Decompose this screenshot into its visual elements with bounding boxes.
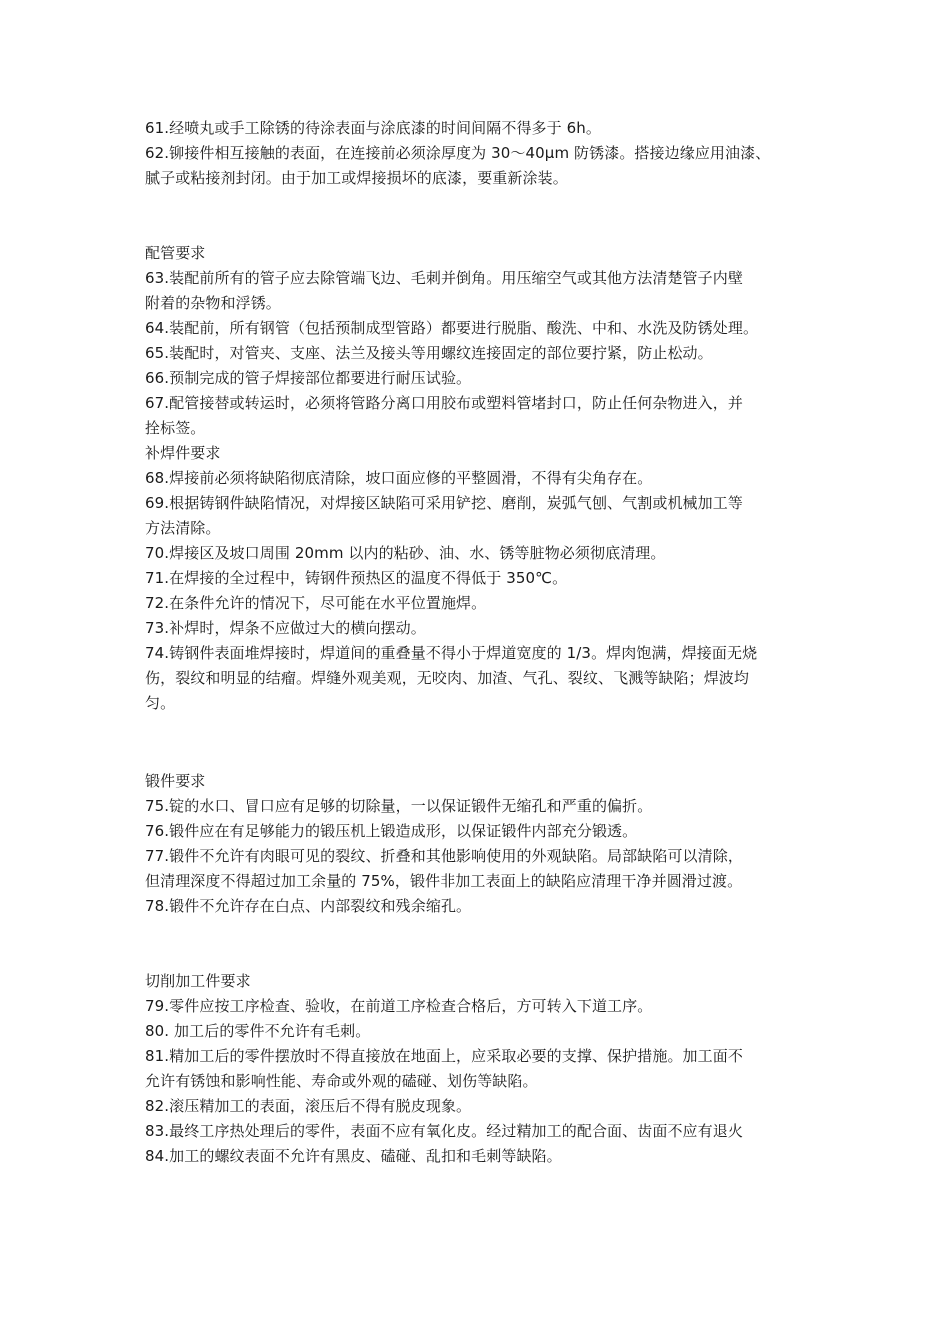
text-line: 66.预制完成的管子焊接部位都要进行耐压试验。 bbox=[145, 369, 472, 387]
text-line: 72.在条件允许的情况下，尽可能在水平位置施焊。 bbox=[145, 594, 487, 612]
text-line: 方法清除。 bbox=[145, 519, 221, 537]
text-line: 63.装配前所有的管子应去除管端飞边、毛刺并倒角。用压缩空气或其他方法清楚管子内壁 bbox=[145, 269, 743, 287]
text-line: 71.在焊接的全过程中，铸钢件预热区的温度不得低于 350℃。 bbox=[145, 569, 568, 587]
text-line: 67.配管接替或转运时，必须将管路分离口用胶布或塑料管堵封口，防止任何杂物进入，并 bbox=[145, 394, 743, 412]
text-line: 61.经喷丸或手工除锈的待涂表面与涂底漆的时间间隔不得多于 6h。 bbox=[145, 119, 601, 137]
document-page bbox=[145, 116, 815, 1169]
section-heading-repair-welding: 补焊件要求 bbox=[145, 444, 221, 462]
text-line: 68.焊接前必须将缺陷彻底清除，坡口面应修的平整圆滑，不得有尖角存在。 bbox=[145, 469, 653, 487]
text-line: 拴标签。 bbox=[145, 419, 206, 437]
text-line: 73.补焊时，焊条不应做过大的横向摆动。 bbox=[145, 619, 426, 637]
section-heading-machined-parts: 切削加工件要求 bbox=[145, 972, 251, 990]
text-line: 83.最终工序热处理后的零件，表面不应有氧化皮。经过精加工的配合面、齿面不应有退火 bbox=[145, 1122, 743, 1140]
text-line: 77.锻件不允许有肉眼可见的裂纹、折叠和其他影响使用的外观缺陷。局部缺陷可以清除， bbox=[145, 847, 743, 865]
text-line: 76.锻件应在有足够能力的锻压机上锻造成形，以保证锻件内部充分锻透。 bbox=[145, 822, 638, 840]
text-line: 腻子或粘接剂封闭。由于加工或焊接损坏的底漆，要重新涂装。 bbox=[145, 169, 568, 187]
text-line: 78.锻件不允许存在白点、内部裂纹和残余缩孔。 bbox=[145, 897, 472, 915]
text-line: 64.装配前，所有钢管（包括预制成型管路）都要进行脱脂、酸洗、中和、水洗及防锈处理。 bbox=[145, 319, 759, 337]
text-line: 81.精加工后的零件摆放时不得直接放在地面上，应采取必要的支撑、保护措施。加工面不 bbox=[145, 1047, 743, 1065]
text-line: 但清理深度不得超过加工余量的 75%，锻件非加工表面上的缺陷应清理干净并圆滑过渡。 bbox=[145, 872, 743, 890]
text-line: 69.根据铸钢件缺陷情况，对焊接区缺陷可采用铲挖、磨削，炭弧气刨、气割或机械加工等 bbox=[145, 494, 743, 512]
text-line: 79.零件应按工序检查、验收，在前道工序检查合格后，方可转入下道工序。 bbox=[145, 997, 653, 1015]
text-line: 62.铆接件相互接触的表面，在连接前必须涂厚度为 30～40μm 防锈漆。搭接边缘应用油漆、 bbox=[145, 144, 771, 162]
section-heading-forgings: 锻件要求 bbox=[145, 772, 206, 790]
text-line: 伤，裂纹和明显的结瘤。焊缝外观美观，无咬肉、加渣、气孔、裂纹、飞溅等缺陷；焊波均 bbox=[145, 669, 750, 687]
text-line: 匀。 bbox=[145, 694, 176, 712]
text-line: 65.装配时，对管夹、支座、法兰及接头等用螺纹连接固定的部位要拧紧，防止松动。 bbox=[145, 344, 713, 362]
text-line: 70.焊接区及坡口周围 20mm 以内的粘砂、油、水、锈等脏物必须彻底清理。 bbox=[145, 544, 666, 562]
text-line: 74.铸钢件表面堆焊接时，焊道间的重叠量不得小于焊道宽度的 1/3。焊肉饱满，焊接面无烧 bbox=[145, 644, 758, 662]
text-line: 允许有锈蚀和影响性能、寿命或外观的磕碰、划伤等缺陷。 bbox=[145, 1072, 538, 1090]
section-heading-piping: 配管要求 bbox=[145, 244, 206, 262]
text-line: 82.滚压精加工的表面，滚压后不得有脱皮现象。 bbox=[145, 1097, 472, 1115]
text-line: 84.加工的螺纹表面不允许有黑皮、磕碰、乱扣和毛刺等缺陷。 bbox=[145, 1147, 562, 1165]
text-line: 75.锭的水口、冒口应有足够的切除量，一以保证锻件无缩孔和严重的偏折。 bbox=[145, 797, 653, 815]
text-line: 附着的杂物和浮锈。 bbox=[145, 294, 281, 312]
text-line: 80. 加工后的零件不允许有毛刺。 bbox=[145, 1022, 371, 1040]
